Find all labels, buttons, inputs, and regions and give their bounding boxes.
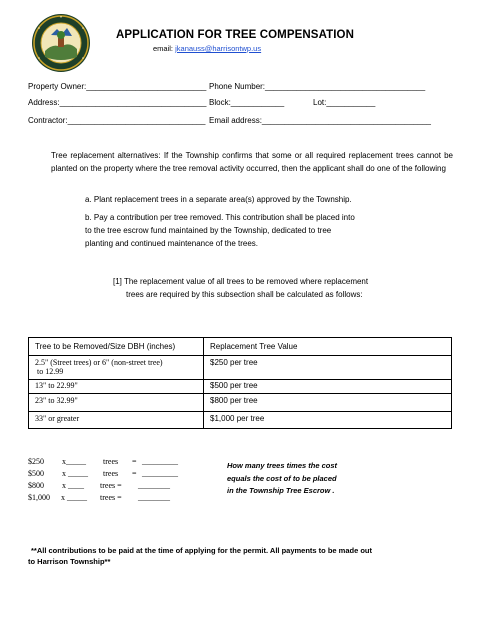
calc-row bbox=[28, 469, 228, 481]
email-address-field[interactable]: Email address:______________________________________ bbox=[209, 116, 431, 125]
township-seal-logo bbox=[31, 13, 91, 73]
value-cell: $500 per tree bbox=[204, 380, 452, 394]
size-cell: 33" or greater bbox=[29, 412, 204, 429]
size-cell bbox=[29, 356, 204, 380]
calc-total-blank[interactable]: _________ bbox=[142, 469, 178, 478]
calc-total-blank[interactable]: ________ bbox=[138, 481, 170, 490]
calc-count-blank[interactable]: x ____ bbox=[62, 481, 84, 490]
footer-line1: **All contributions to be paid at the time of applying for the permit. All payments to be made out bbox=[31, 546, 372, 555]
table-row bbox=[29, 356, 452, 380]
calc-amount: $500 bbox=[28, 469, 44, 478]
size-cell: 13" to 22.99" bbox=[29, 380, 204, 394]
calc-row bbox=[28, 481, 228, 493]
phone-number-field[interactable]: Phone Number:____________________________________ bbox=[209, 82, 426, 91]
contact-email-link[interactable]: jkanauss@harrisontwp.us bbox=[175, 44, 262, 53]
option-b-text-line2: to the tree escrow fund maintained by the Township, dedicated to tree bbox=[85, 226, 332, 235]
email-label: email: bbox=[153, 44, 174, 53]
calc-trees-label: trees = bbox=[100, 493, 122, 502]
calc-trees-label: trees = bbox=[100, 481, 122, 490]
table-row bbox=[29, 394, 452, 412]
cost-explanation-note bbox=[227, 460, 387, 498]
payment-footer-note bbox=[28, 545, 448, 567]
calc-total-blank[interactable]: _________ bbox=[142, 457, 178, 466]
calc-row bbox=[28, 493, 228, 505]
size-cell: 23" to 32.99" bbox=[29, 394, 204, 412]
header-value: Replacement Tree Value bbox=[204, 338, 452, 356]
cost-note-line3: in the Township Tree Escrow . bbox=[227, 486, 335, 495]
block-field[interactable]: Block:____________ bbox=[209, 98, 285, 107]
address-field[interactable]: Address:_________________________________ bbox=[28, 98, 207, 107]
footer-line2: to Harrison Township** bbox=[28, 557, 111, 566]
calc-equals: = bbox=[132, 469, 137, 478]
contact-email-line bbox=[153, 44, 261, 53]
calc-count-blank[interactable]: x _____ bbox=[62, 469, 88, 478]
cost-note-line2: equals the cost of to be placed bbox=[227, 473, 337, 483]
size-text-cont: to 12.99 bbox=[37, 367, 64, 376]
replacement-note-line1: [1] The replacement value of all trees to be removed where replacement bbox=[113, 277, 369, 286]
table-row bbox=[29, 412, 452, 429]
table-header-row bbox=[29, 338, 452, 356]
calc-amount: $1,000 bbox=[28, 493, 50, 502]
option-b-text-line3: planting and continued maintenance of the trees. bbox=[85, 239, 259, 248]
size-text: 2.5" (Street trees) or 6" (non-street tree) bbox=[35, 358, 163, 367]
value-cell: $1,000 per tree bbox=[204, 412, 452, 429]
calc-trees-label: trees bbox=[103, 457, 119, 466]
table-row bbox=[29, 380, 452, 394]
replacement-value-table bbox=[28, 337, 452, 429]
cost-note-line1: How many trees times the cost bbox=[227, 461, 338, 470]
option-a-text: a. Plant replacement trees in a separate area(s) approved by the Township. bbox=[85, 195, 352, 204]
calc-amount: $800 bbox=[28, 481, 44, 490]
calc-trees-label: trees bbox=[103, 469, 119, 478]
calc-amount: $250 bbox=[28, 457, 44, 466]
property-owner-field[interactable]: Property Owner:___________________________ bbox=[28, 82, 207, 91]
page-title: APPLICATION FOR TREE COMPENSATION bbox=[116, 29, 354, 41]
calc-equals: = bbox=[132, 457, 137, 466]
alternatives-intro: Tree replacement alternatives: If the Township confirms that some or all required replacement trees cannot be planted on the property where the tree removal activity occurred, then the applicant shall do one of the following bbox=[51, 151, 453, 174]
header-size: Tree to be Removed/Size DBH (inches) bbox=[29, 338, 204, 356]
calc-total-blank[interactable]: ________ bbox=[138, 493, 170, 502]
option-b-text-line1: b. Pay a contribution per tree removed. This contribution shall be placed into bbox=[85, 213, 355, 222]
calc-count-blank[interactable]: x_____ bbox=[62, 457, 86, 466]
lot-field[interactable]: Lot:___________ bbox=[313, 98, 376, 107]
replacement-note-line2: trees are required by this subsection shall be calculated as follows: bbox=[126, 290, 363, 299]
value-cell: $800 per tree bbox=[204, 394, 452, 412]
calc-row bbox=[28, 457, 228, 469]
calc-count-blank[interactable]: x _____ bbox=[61, 493, 87, 502]
contractor-field[interactable]: Contractor:_______________________________ bbox=[28, 116, 206, 125]
value-cell: $250 per tree bbox=[204, 356, 452, 380]
